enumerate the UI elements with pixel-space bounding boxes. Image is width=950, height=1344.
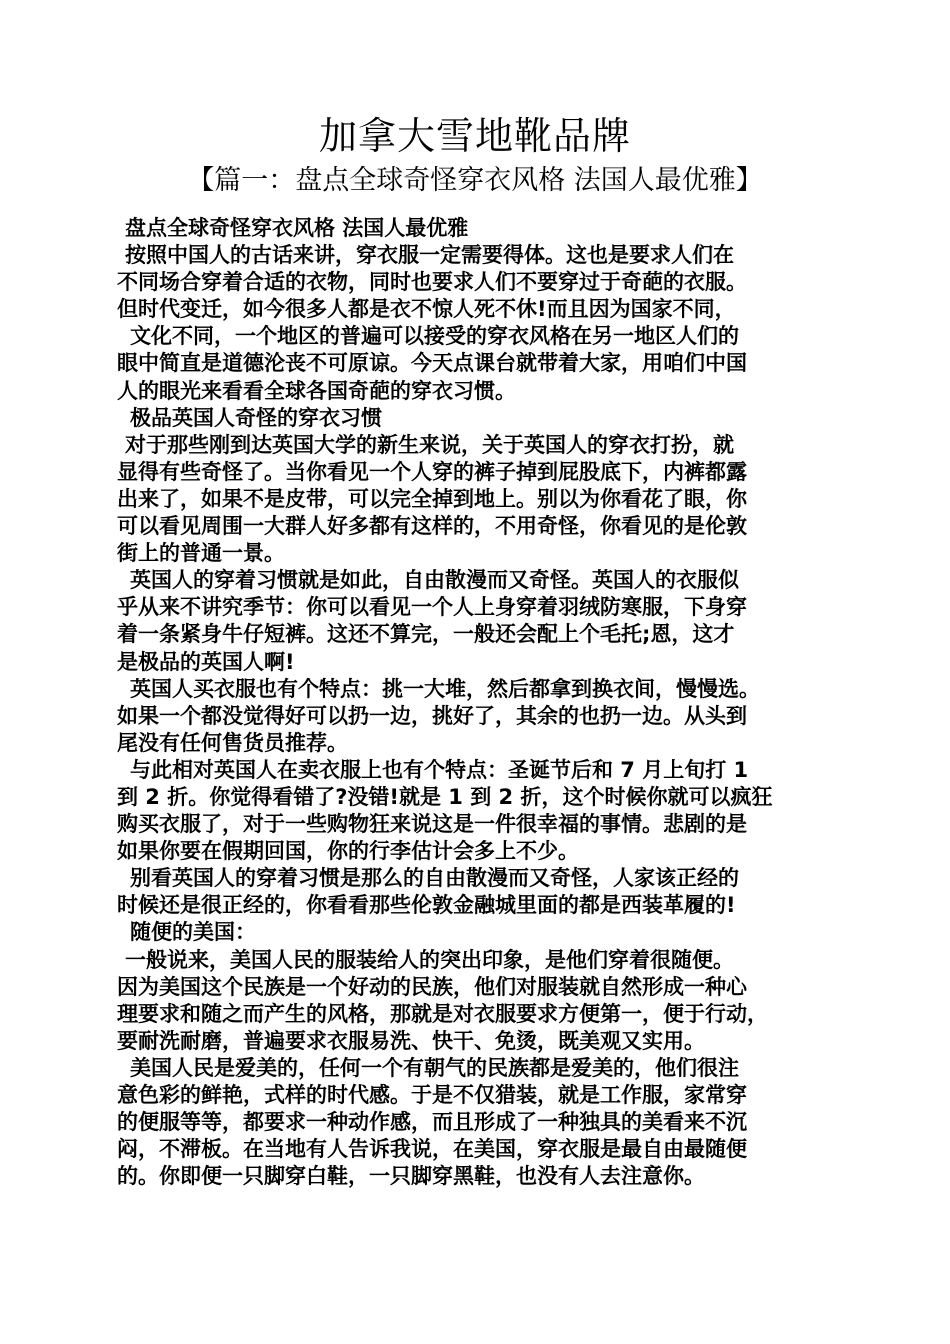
paragraph-line: 可以看见周围一大群人好多都有这样的，不用奇怪，你看见的是伦敦 (117, 514, 747, 539)
document-body (117, 215, 842, 1190)
paragraph-line: 乎从来不讲究季节：你可以看见一个人上身穿着羽绒防寒服，下身穿 (117, 595, 747, 620)
section-heading: 极品英国人奇怪的穿衣习惯 (130, 405, 382, 430)
paragraph-line: 不同场合穿着合适的衣物，同时也要求人们不要穿过于奇葩的衣服。 (117, 270, 747, 295)
paragraph-line: 一般说来，美国人民的服装给人的突出印象，是他们穿着很随便。 (125, 947, 734, 972)
paragraph-line: 时候还是很正经的，你看看那些伦敦金融城里面的都是西装革履的! (117, 893, 736, 918)
paragraph-line: 如果一个都没觉得好可以扔一边，挑好了，其余的也扔一边。从头到 (117, 703, 747, 728)
paragraph-line: 但时代变迁，如今很多人都是衣不惊人死不休!而且因为国家不同， (117, 297, 736, 322)
document-subtitle: 【篇一：盘点全球奇怪穿衣风格 法国人最优雅】 (187, 165, 763, 196)
paragraph-line: 人的眼光来看看全球各国奇葩的穿衣习惯。 (117, 378, 516, 403)
paragraph-line: 闷，不滞板。在当地有人告诉我说，在美国，穿衣服是最自由最随便 (117, 1137, 747, 1162)
paragraph-line: 按照中国人的古话来讲，穿衣服一定需要得体。这也是要求人们在 (125, 243, 734, 268)
paragraph-line: 的便服等等，都要求一种动作感，而且形成了一种独具的美看来不沉 (117, 1110, 747, 1135)
paragraph-line: 要耐洗耐磨，普遍要求衣服易洗、快干、免烫，既美观又实用。 (117, 1028, 705, 1053)
paragraph-line: 着一条紧身牛仔短裤。这还不算完，一般还会配上个毛托;恩，这才 (117, 622, 735, 647)
paragraph-line: 美国人民是爱美的，任何一个有朝气的民族都是爱美的，他们很注 (130, 1055, 739, 1080)
paragraph-line: 英国人的穿着习惯就是如此，自由散漫而又奇怪。英国人的衣服似 (130, 568, 739, 593)
paragraph-line: 的。你即便一只脚穿白鞋，一只脚穿黑鞋，也没有人去注意你。 (117, 1164, 705, 1189)
paragraph-line: 文化不同，一个地区的普遍可以接受的穿衣风格在另一地区人们的 (130, 324, 739, 349)
paragraph-line: 显得有些奇怪了。当你看见一个人穿的裤子掉到屁股底下，内裤都露 (117, 459, 747, 484)
paragraph-line: 是极品的英国人啊! (117, 649, 295, 674)
paragraph-line: 意色彩的鲜艳，式样的时代感。于是不仅猎装，就是工作服，家常穿 (117, 1083, 747, 1107)
paragraph-line: 购买衣服了，对于一些购物狂来说这是一件很幸福的事情。悲剧的是 (117, 812, 747, 837)
paragraph-line: 如果你要在假期回国，你的行李估计会多上不少。 (117, 839, 579, 864)
paragraph-line: 英国人买衣服也有个特点：挑一大堆，然后都拿到换衣间，慢慢选。 (130, 676, 760, 701)
paragraph-line: 街上的普通一景。 (117, 541, 285, 566)
paragraph-line: 别看英国人的穿着习惯是那么的自由散漫而又奇怪，人家该正经的 (130, 866, 739, 891)
paragraph-line: 理要求和随之而产生的风格，那就是对衣服要求方便第一，便于行动， (117, 1001, 768, 1026)
paragraph-line: 眼中简直是道德沦丧不可原谅。今天点课台就带着大家，用咱们中国 (117, 351, 747, 376)
paragraph-line: 出来了，如果不是皮带，可以完全掉到地上。别以为你看花了眼，你 (117, 486, 747, 511)
paragraph-line: 到 2 折。你觉得看错了?没错!就是 1 到 2 折，这个时候你就可以疯狂 (117, 784, 773, 809)
paragraph-line: 对于那些刚到达英国大学的新生来说，关于英国人的穿衣打扮，就 (125, 432, 734, 457)
section-heading: 随便的美国： (130, 920, 256, 945)
document-title: 加拿大雪地靴品牌 (318, 114, 631, 158)
paragraph-line: 因为美国这个民族是一个好动的民族，他们对服装就自然形成一种心 (117, 974, 747, 999)
paragraph-line: 尾没有任何售货员推荐。 (117, 730, 348, 755)
paragraph-line: 与此相对英国人在卖衣服上也有个特点：圣诞节后和 7 月上旬打 1 (130, 757, 749, 782)
section-heading: 盘点全球奇怪穿衣风格 法国人最优雅 (125, 216, 469, 240)
